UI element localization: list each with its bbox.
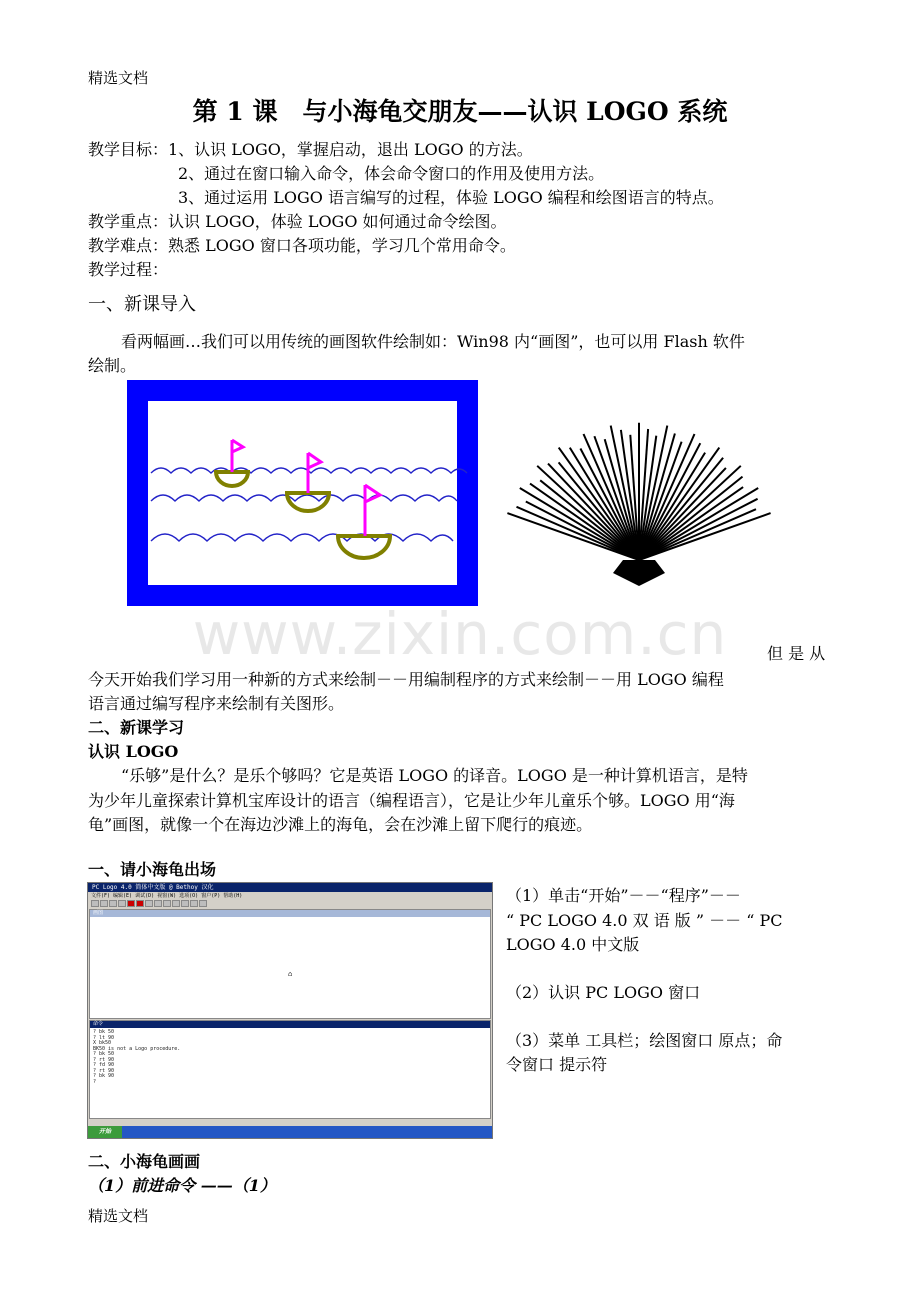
command-window — [89, 1020, 491, 1119]
section2-line2: 为少年儿童探索计算机宝库设计的语言（编程语言），它是让少年儿童乐个够。LOGO 用“海 — [88, 791, 735, 810]
objective-item-2: 2、通过在窗口输入命令，体会命令窗口的作用及使用方法。 — [178, 164, 605, 183]
fan-handle — [613, 560, 665, 586]
stop-icon — [127, 900, 135, 907]
window-titlebar: PC Logo 4.0 简体中文版 @ Bethoy 汉化 — [88, 883, 492, 892]
page-footer: 精选文档 — [88, 1207, 149, 1225]
section1-para2-line2: 今天开始我们学习用一种新的方式来绘制－－用编制程序的方式来绘制－－用 LOGO 编程 — [88, 670, 724, 689]
tool-icon — [190, 900, 198, 907]
section1-heading: 一、新课导入 — [88, 294, 196, 315]
fan-ribs — [507, 423, 770, 560]
boats-picture — [127, 380, 478, 606]
tool-icon — [154, 900, 162, 907]
command-output: ? bk 50 ? lt 90 X bk50 BK50 is not a Logo procedure. ? bk 50 ? rt 90 ? fd 90 ? rt 90 ? bk 90 ? — [93, 1029, 181, 1085]
fan-rib — [537, 466, 639, 560]
objectives-label: 教学目标： — [88, 140, 169, 159]
page-header: 精选文档 — [88, 69, 149, 87]
window-toolbar — [88, 900, 492, 909]
tool-icon — [181, 900, 189, 907]
fan-picture — [505, 410, 775, 590]
section2-heading: 二、新课学习 — [88, 718, 185, 737]
tool-icon — [199, 900, 207, 907]
start-button: 开始 — [88, 1126, 122, 1138]
window-menubar: 文件(F) 编辑(E) 调试(D) 视窗(W) 选项(O) 窗户(P) 帮助(H) — [91, 893, 243, 899]
section1-para1-line1: 看两幅画…我们可以用传统的画图软件绘制如：Win98 内“画图”，也可以用 Flash 软件 — [121, 332, 745, 351]
tool-icon — [118, 900, 126, 907]
key-point: 教学重点：认识 LOGO，体验 LOGO 如何通过命令绘图。 — [88, 212, 507, 231]
difficulty: 教学难点：熟悉 LOGO 窗口各项功能，学习几个常用命令。 — [88, 236, 516, 255]
tool-icon — [145, 900, 153, 907]
section1-para2-line3: 语言通过编写程序来绘制有关图形。 — [88, 694, 345, 713]
drawing-window — [89, 909, 491, 1019]
command-window-title: 命令 — [90, 1021, 490, 1028]
watermark: www.zixin.com.cn — [192, 600, 728, 668]
step2: （2）认识 PC LOGO 窗口 — [506, 983, 701, 1002]
tool-icon — [172, 900, 180, 907]
tool-icon — [163, 900, 171, 907]
tool-icon — [109, 900, 117, 907]
logo-window-screenshot — [87, 882, 493, 1139]
part2-sub1: （1）前进命令 ——（1） — [88, 1176, 276, 1195]
page-title: 第 1 课 与小海龟交朋友——认识 LOGO 系统 — [192, 97, 728, 126]
objective-item-1: 1、认识 LOGO，掌握启动，退出 LOGO 的方法。 — [168, 140, 533, 159]
section2-line3: 龟”画图，就像一个在海边沙滩上的海龟，会在沙滩上留下爬行的痕迹。 — [88, 815, 593, 834]
objective-item-3: 3、通过运用 LOGO 语言编写的过程，体验 LOGO 编程和绘图语言的特点。 — [178, 188, 724, 207]
step3-line1: （3）菜单 工具栏；绘图窗口 原点；命 — [506, 1031, 783, 1050]
step1-line3: LOGO 4.0 中文版 — [506, 935, 640, 954]
stop-icon — [136, 900, 144, 907]
process-label: 教学过程： — [88, 260, 169, 279]
section2-subheading: 认识 LOGO — [88, 742, 179, 761]
taskbar — [88, 1126, 492, 1138]
section2-line1: “乐够”是什么？是乐个够吗？它是英语 LOGO 的译音。LOGO 是一种计算机语言，是特 — [121, 766, 748, 785]
step1-line1: （1）单击“开始”－－“程序”－－ — [506, 886, 741, 905]
section1-para2-line1: 但 是 从 — [767, 644, 826, 663]
turtle-icon: ⌂ — [288, 970, 293, 978]
tool-icon — [100, 900, 108, 907]
step1-line2: “ PC LOGO 4.0 双 语 版 ” －－ “ PC — [506, 911, 783, 930]
part1-heading: 一、请小海龟出场 — [88, 860, 217, 879]
tool-icon — [91, 900, 99, 907]
step3-line2: 令窗口 提示符 — [506, 1055, 608, 1074]
fan-rib — [639, 466, 741, 560]
drawing-window-title: 画图 — [90, 910, 490, 917]
part2-heading: 二、小海龟画画 — [88, 1152, 201, 1171]
section1-para1-line2: 绘制。 — [88, 356, 137, 375]
